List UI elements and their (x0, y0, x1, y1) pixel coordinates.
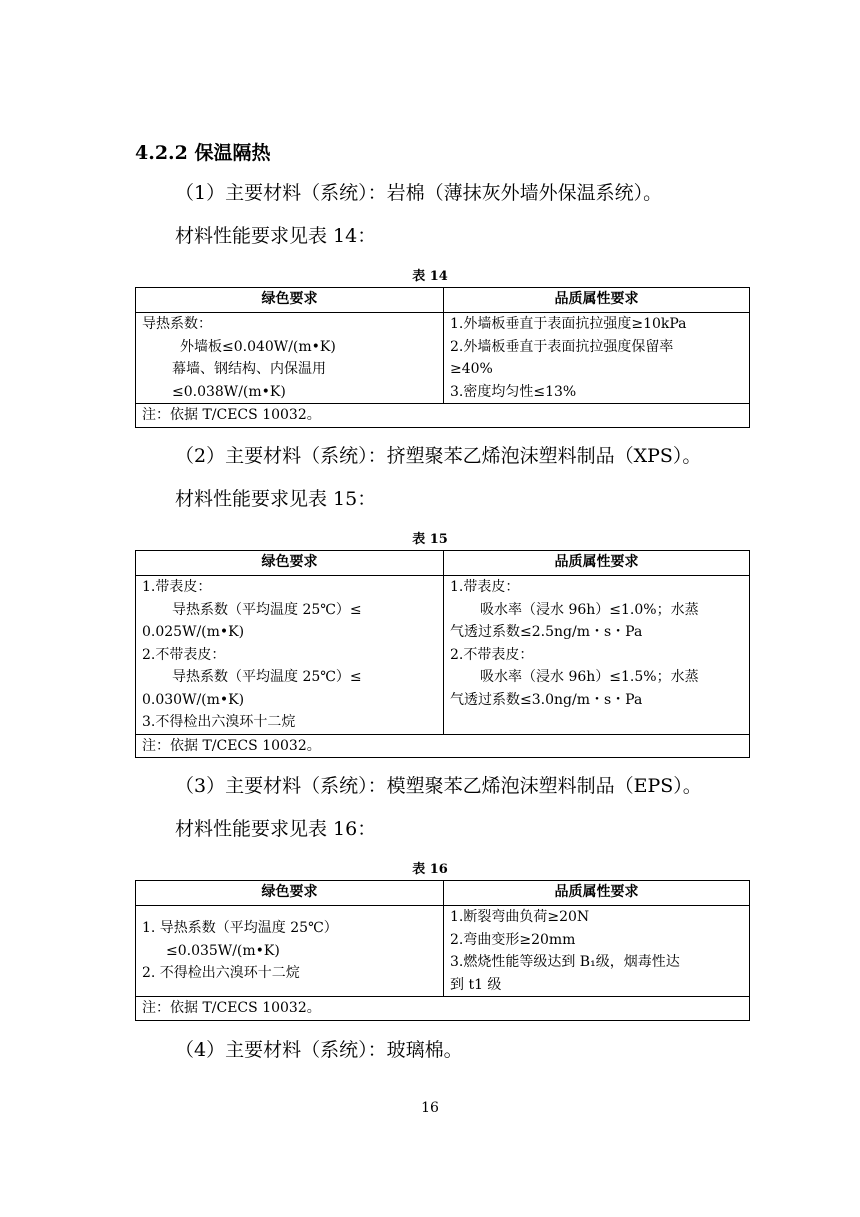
table-caption-14: 表 14 (412, 269, 448, 284)
table-header-green: 绿色要求 (136, 881, 444, 906)
green-requirements-cell (136, 906, 444, 997)
cell-line: 2.外墙板垂直于表面抗拉强度保留率 (450, 338, 674, 355)
table-note: 注：依据 T/CECS 10032。 (136, 997, 750, 1021)
page-number: 16 (421, 1100, 439, 1116)
cell-line: 外墙板≤0.040W/(m•K) (180, 338, 336, 355)
cell-line: 1.带表皮： (450, 579, 520, 595)
table-header-quality: 品质属性要求 (444, 551, 750, 576)
cell-line: 导热系数： (142, 316, 212, 332)
cell-line: 3.不得检出六溴环十二烷 (142, 714, 296, 730)
cell-line: ≤0.038W/(m•K) (172, 383, 286, 400)
table-reference-3: 材料性能要求见表 16： (175, 818, 377, 840)
table-header-quality: 品质属性要求 (444, 288, 750, 313)
cell-line: 2.不带表皮： (450, 646, 534, 663)
green-requirements-cell (136, 313, 444, 404)
table-header-green: 绿色要求 (136, 551, 444, 576)
table-caption-15: 表 15 (412, 532, 448, 547)
material-paragraph-3: （3）主要材料（系统）：模塑聚苯乙烯泡沫塑料制品（EPS）。 (175, 775, 702, 797)
table-reference-2: 材料性能要求见表 15： (175, 488, 377, 510)
table-15 (135, 550, 750, 758)
quality-requirements-cell (444, 576, 750, 735)
cell-line: 2.不带表皮： (142, 646, 226, 663)
cell-line: 1.带表皮： (142, 579, 212, 595)
cell-line: ≥40% (450, 361, 493, 377)
cell-line: 0.030W/(m•K) (142, 691, 245, 708)
table-reference-1: 材料性能要求见表 14： (175, 225, 377, 247)
table-note: 注：依据 T/CECS 10032。 (136, 734, 750, 758)
cell-line: 0.025W/(m•K) (142, 624, 245, 640)
cell-line: 3.密度均匀性≤13% (450, 383, 577, 400)
table-header-green: 绿色要求 (136, 288, 444, 313)
cell-line: 吸水率（浸水 96h）≤1.0%；水蒸 (480, 601, 699, 618)
table-16 (135, 880, 750, 1021)
cell-line: ≤0.035W/(m•K) (166, 942, 280, 959)
material-paragraph-2: （2）主要材料（系统）：挤塑聚苯乙烯泡沫塑料制品（XPS）。 (175, 445, 702, 467)
cell-line: 吸水率（浸水 96h）≤1.5%；水蒸 (480, 669, 699, 685)
cell-line: 导热系数（平均温度 25℃）≤ (172, 601, 362, 618)
cell-line: 1. 导热系数（平均温度 25℃） (142, 920, 338, 937)
material-paragraph-4: （4）主要材料（系统）：玻璃棉。 (175, 1039, 463, 1061)
table-header-quality: 品质属性要求 (444, 881, 750, 906)
table-caption-16: 表 16 (412, 862, 448, 877)
cell-line: 幕墙、钢结构、内保温用 (172, 361, 326, 377)
material-paragraph-1: （1）主要材料（系统）：岩棉（薄抹灰外墙外保温系统）。 (175, 182, 663, 204)
cell-line: 到 t1 级 (450, 976, 502, 993)
cell-line: 气透过系数≤3.0ng/m・s・Pa (450, 691, 643, 708)
cell-line: 1.外墙板垂直于表面抗拉强度≥10kPa (450, 316, 687, 332)
cell-line: 导热系数（平均温度 25℃）≤ (172, 669, 362, 685)
cell-line: 1.断裂弯曲负荷≥20N (450, 909, 590, 925)
cell-line: 3.燃烧性能等级达到 B₁级，烟毒性达 (450, 954, 680, 970)
quality-requirements-cell (444, 906, 750, 997)
green-requirements-cell (136, 576, 444, 735)
cell-line: 2.弯曲变形≥20mm (450, 931, 576, 948)
section-heading: 4.2.2 保温隔热 (135, 142, 271, 164)
table-14 (135, 287, 750, 428)
table-note: 注：依据 T/CECS 10032。 (136, 404, 750, 428)
quality-requirements-cell (444, 313, 750, 404)
cell-line: 气透过系数≤2.5ng/m・s・Pa (450, 624, 643, 640)
cell-line: 2. 不得检出六溴环十二烷 (142, 965, 300, 982)
